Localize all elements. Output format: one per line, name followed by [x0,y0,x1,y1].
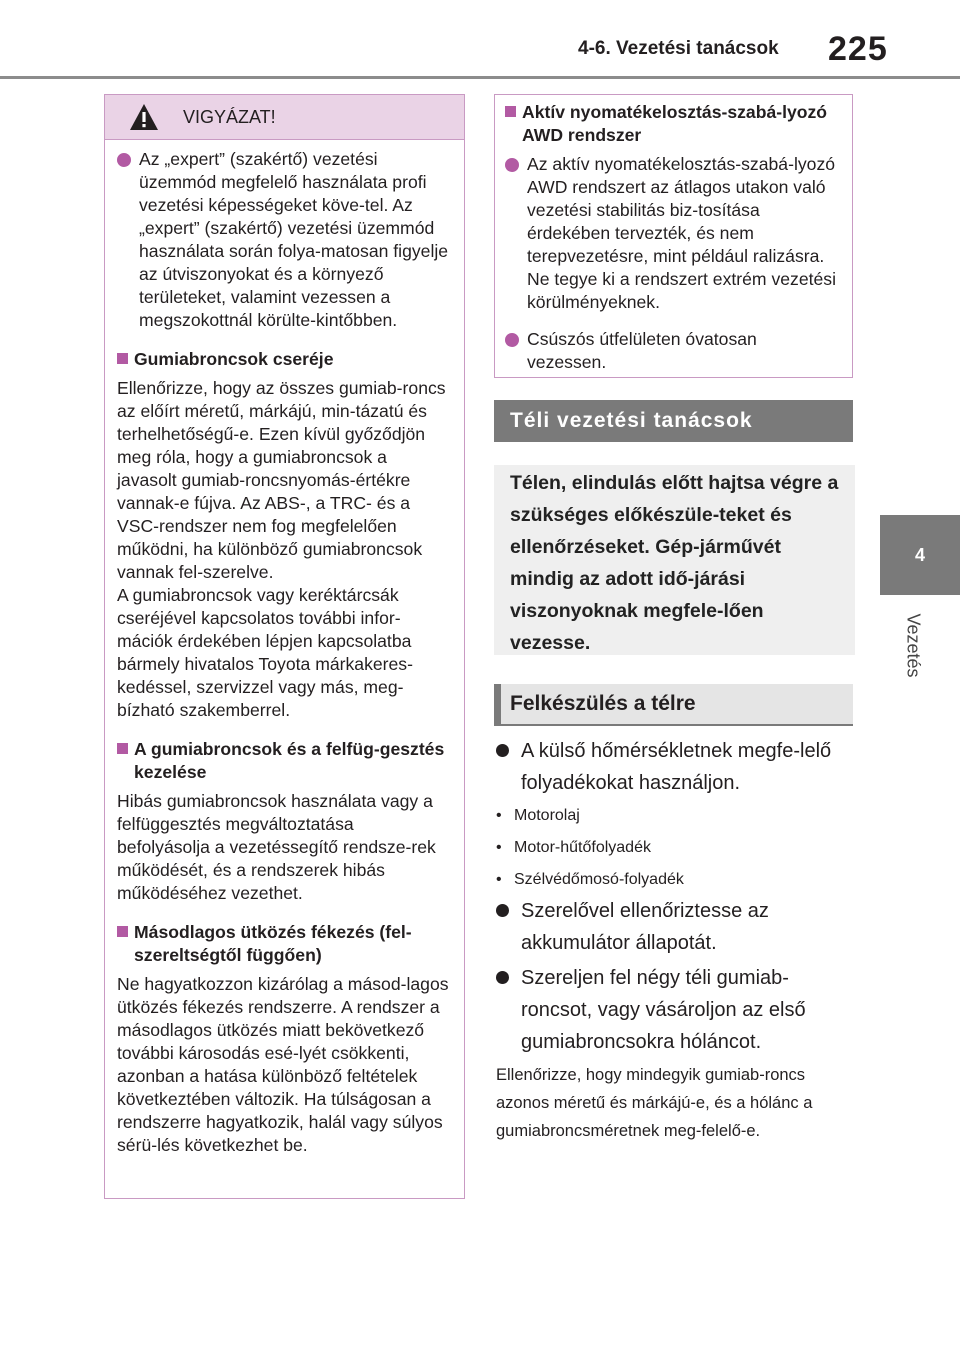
chapter-label [893,600,933,690]
subsection-title-tires: Gumiabroncsok cseréje [134,349,334,369]
warning-triangle-icon [129,103,159,131]
winter-tips-banner: Téli vezetési tanácsok [494,400,853,442]
awd-bullet-text-2: Csúszós útfelületen óvatosan vezessen. [527,329,757,372]
list-item [496,735,856,799]
square-bullet-icon [117,743,128,754]
bullet-dot-icon [505,158,519,172]
bullet-dot-icon [117,153,131,167]
subsection-heading [117,921,450,967]
subsection-heading [505,101,840,147]
tires-text-2: A gumiabroncsok vagy keréktárcsák cseréjével kapcsolatos további infor-mációk érdekében lépjen kapcsolatba bármely hivatalos Toyota márkakeres-kedéssel, szervizzel vagy más, meg-bízható szakemberrel. [117,585,413,720]
subsection-title-suspension: A gumiabroncsok és a felfüg-gesztés kezelése [134,739,445,782]
list-item [496,962,856,1058]
winter-prep-banner: Felkészülés a télre [494,684,853,726]
subsection-title-collision: Másodlagos ütközés fékezés (fel-szereltségtől függően) [134,922,412,965]
square-bullet-icon [117,353,128,364]
awd-body [495,95,852,374]
fluid-item [496,871,684,889]
suspension-text: Hibás gumiabroncsok használata vagy a felfüggesztés megváltoztatása befolyásolja a vezetéssegítő rendsze-rek működését, és a rendszerek hibás működéséhez vezethet. [117,791,436,903]
page-number: 225 [828,30,888,68]
winter-intro-text: Télen, elindulás előtt hajtsa végre a szükséges előkészüle-teket és ellenőrzéseket. Gép-járművét mindig az adott idő-járási viszonyoknak megfele-lően vezesse. [510,472,839,654]
list-item [496,895,856,959]
square-bullet-icon [505,106,516,117]
subsection-heading [117,348,450,371]
header-section-title: 4-6. Vezetési tanácsok [578,38,779,59]
fluid-label: Motor-hűtőfolyadék [514,839,651,856]
bullet-icon: • [496,807,502,824]
bullet-icon: • [496,871,502,888]
warning-body [105,140,464,1157]
fluid-item [496,839,651,857]
bullet-dot-icon [505,333,519,347]
list-item-text: A külső hőmérsékletnek megfe-lelő folyadékokat használjon. [521,740,832,794]
collision-text: Ne hagyatkozzon kizárólag a másod-lagos ütközés fékezés rendszerre. A rendszer a másodlagos ütközés miatt bekövetkező további károsodás esé-lyét csökkenti, azonban a hatása különböző feltételek következtében változik. Ha túlságosan a rendszerre hagyatkozik, halál vagy súlyos sérü-lés következhet be. [117,974,449,1155]
warning-header [105,95,464,140]
header-rule [0,76,960,79]
fluid-label: Motorolaj [514,807,580,824]
bullet-dot-icon [496,904,509,917]
final-paragraph [496,1061,851,1145]
chapter-tab[interactable]: 4 [880,515,960,595]
bullet-dot-icon [496,744,509,757]
list-item-text: Szereljen fel négy téli gumiab-roncsot, vagy vásároljon az első gumiabroncsokra hóláncot. [521,967,806,1053]
warning-box [104,94,465,1199]
awd-bullet-text: Az aktív nyomatékelosztás-szabá-lyozó AWD rendszert az átlagos utakon való vezetési stabilitás biz-tosítása érdekében tervezték, és nem terepvezetésre, mint például ralizásra. Ne tegye ki a rendszert extrém vezetési körülményeknek. [527,154,836,312]
winter-intro-box [494,465,855,655]
warning-title: VIGYÁZAT! [183,106,276,127]
square-bullet-icon [117,926,128,937]
subsection-heading [117,738,450,784]
fluid-label: Szélvédőmosó-folyadék [514,871,684,888]
warning-bullet-text: Az „expert” (szakértő) vezetési üzemmód megfelelő használata profi vezetési képességeket köve-tel. Az „expert” (szakértő) vezetési üzemmód használata során folya-matosan figyelje az útviszonyokat és a környező területeket, valamint vezessen a megszokottnál körülte-kintőbben. [139,149,449,330]
awd-box [494,94,853,378]
tires-text: Ellenőrizze, hogy az összes gumiab-roncs az előírt méretű, márkájú, min-tázatú és terhelhetőségű-e. Ezen kívül győződjön meg róla, hogy a gumiabroncsok a javasolt gumiab-roncsnyomás-értékre vannak-e fújva. Az ABS-, a TRC- és a VSC-rendszer nem fog megfelelően működni, ha különböző gumiabroncsok vannak fel-szerelve. [117,378,446,582]
list-item-text: Szerelővel ellenőriztesse az akkumulátor állapotát. [521,900,769,954]
chapter-label-text: Vezetés [903,612,924,678]
awd-bullet [505,153,840,314]
final-text: Ellenőrizze, hogy mindegyik gumiab-roncs azonos méretű és márkájú-e, és a hólánc a gumiabroncsméretnek meg-felelő-e. [496,1066,813,1140]
bullet-dot-icon [496,971,509,984]
warning-bullet [117,148,450,332]
awd-bullet [505,328,840,374]
awd-title: Aktív nyomatékelosztás-szabá-lyozó AWD rendszer [522,102,828,145]
bullet-icon: • [496,839,502,856]
fluid-item [496,807,580,825]
